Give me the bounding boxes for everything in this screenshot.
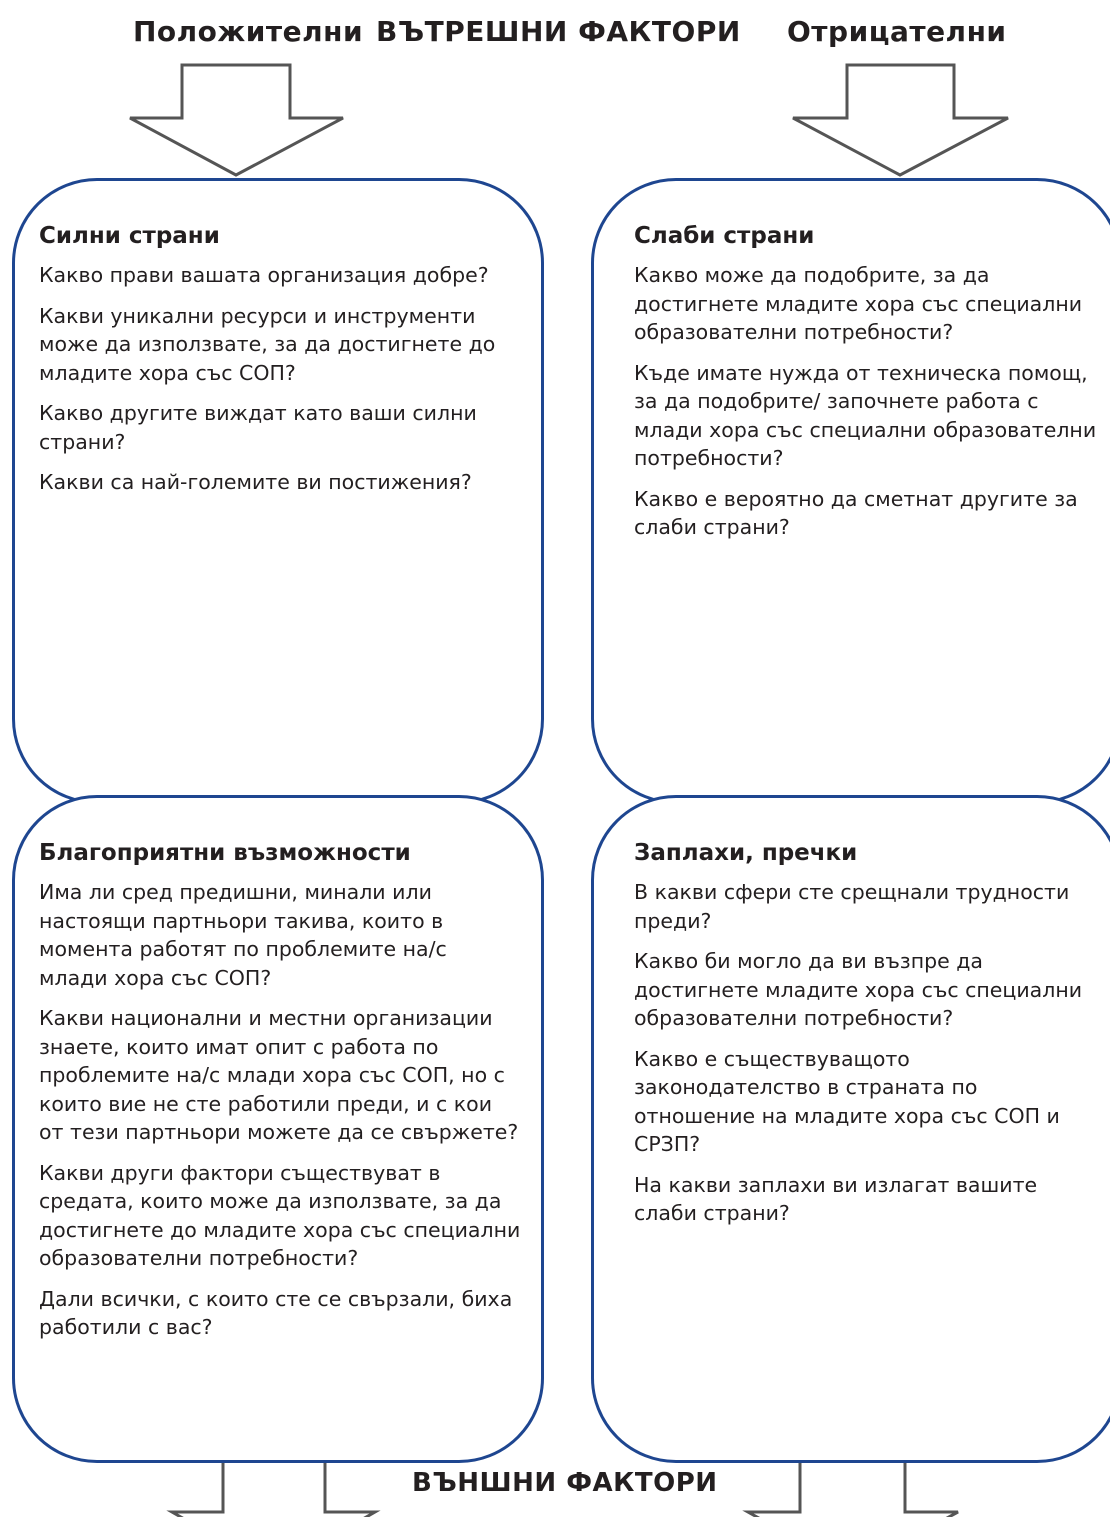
threats-question: Какво би могло да ви възпре да достигнете младите хора със специални образователни потребности?: [634, 949, 1083, 1030]
opportunities-question: Какви други фактори съществуват в средата, които може да използвате, за да достигнете до младите хора със специални образователни потребности?: [39, 1160, 521, 1270]
opportunities-question: Има ли сред предишни, минали или настоящи партньори такива, които в момента работят по проблемите на/с млади хора със СОП?: [39, 880, 447, 990]
weaknesses-box: [591, 178, 1110, 804]
weaknesses-title: Слаби страни: [634, 223, 815, 249]
footer-external-factors: ВЪНШНИ ФАКТОРИ: [412, 1468, 718, 1498]
strengths-question: Какви са най-големите ви постижения?: [39, 470, 472, 494]
weaknesses-question: Какво може да подобрите, за да достигнете младите хора със специални образователни потребности?: [634, 263, 1083, 344]
strengths-question: Какви уникални ресурси и инструменти може да използвате, за да достигнете до младите хора със СОП?: [39, 303, 496, 385]
strengths-question: Какво другите виждат като ваши силни страни?: [39, 401, 477, 454]
threats-box: [591, 795, 1110, 1463]
opportunities-box: [12, 795, 544, 1463]
weaknesses-question: Къде имате нужда от техническа помощ, за да подобрите/ започнете работа с млади хора със специални образователни потребности?: [634, 360, 1097, 470]
arrow-down-bottom-left: [172, 1460, 375, 1517]
arrow-down-bottom-right: [748, 1460, 958, 1517]
opportunities-question: Дали всички, с които сте се свързали, биха работили с вас?: [39, 1286, 513, 1339]
threats-question: На какви заплахи ви излагат вашите слаби страни?: [634, 1172, 1038, 1225]
opportunities-question: Какви национални и местни организации знаете, които имат опит с работа по проблемите на/с млади хора със СОП, но с които вие не сте работили преди, и с кои от тези партньори можете да се свържете?: [39, 1006, 519, 1144]
header-positive: Положителни: [133, 15, 364, 48]
arrow-down-top-left: [130, 65, 343, 175]
weaknesses-question: Какво е вероятно да сметнат другите за слаби страни?: [634, 486, 1078, 539]
threats-question: Какво е съществуващото законодателство в страната по отношение на младите хора със СОП и СРЗП?: [634, 1046, 1060, 1156]
threats-title: Заплахи, пречки: [634, 840, 858, 866]
strengths-box: [12, 178, 544, 804]
header-negative: Отрицателни: [787, 15, 1007, 48]
opportunities-title: Благоприятни възможности: [39, 840, 411, 866]
threats-question: В какви сфери сте срещнали трудности преди?: [634, 880, 1070, 933]
arrow-down-top-right: [793, 65, 1008, 175]
header-internal-factors: ВЪТРЕШНИ ФАКТОРИ: [376, 15, 741, 48]
strengths-question: Какво прави вашата организация добре?: [39, 263, 489, 287]
strengths-title: Силни страни: [39, 223, 220, 249]
